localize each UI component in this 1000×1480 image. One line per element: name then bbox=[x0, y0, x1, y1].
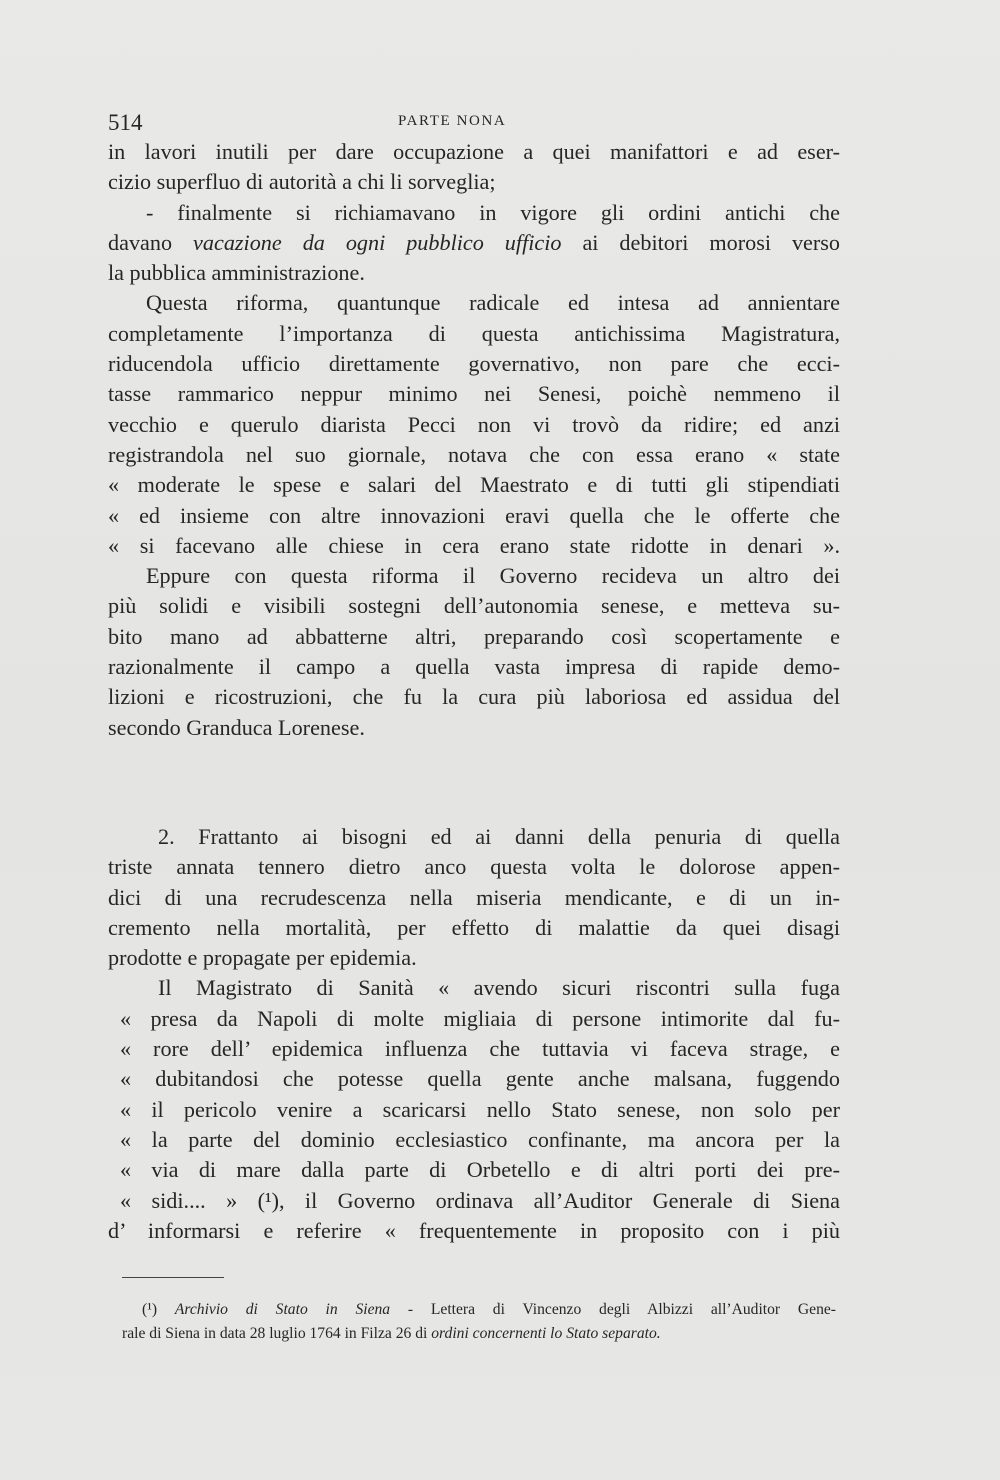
italic-phrase: vacazione da ogni pubblico ufficio bbox=[193, 229, 562, 255]
text-line: completamente l’importanza di questa antichissima Magistratura, bbox=[108, 320, 840, 346]
text-line: in lavori inutili per dare occupazione a quei manifattori e ad eser- bbox=[108, 139, 840, 164]
footnote-text: rale di Siena in data 28 luglio 1764 in Filza 26 di bbox=[122, 1325, 428, 1342]
text-line: secondo Granduca Lorenese. bbox=[108, 714, 365, 740]
text-line: Il Magistrato di Sanità « avendo sicuri riscontri sulla fuga bbox=[158, 975, 840, 1001]
text-line: - finalmente si richiamavano in vigore gli ordini antichi che bbox=[146, 199, 840, 225]
text-line: Eppure con questa riforma il Governo recideva un altro dei bbox=[146, 563, 840, 589]
text-line: bito mano ad abbatterne altri, preparando così scopertamente e bbox=[108, 623, 840, 649]
text-line: « presa da Napoli di molte migliaia di persone intimorite dal fu- bbox=[120, 1005, 840, 1031]
text-line: prodotte e propagate per epidemia. bbox=[108, 945, 417, 971]
section-1-body bbox=[108, 137, 840, 743]
text-line: « sidi.... » (¹), il Governo ordinava all’Auditor Generale di Siena bbox=[120, 1187, 840, 1213]
text-line: cizio superfluo di autorità a chi li sorveglia; bbox=[108, 169, 496, 195]
page-header bbox=[108, 110, 838, 140]
text-line: « rore dell’ epidemica influenza che tuttavia vi faceva strage, e bbox=[120, 1036, 840, 1062]
text-line: registrandola nel suo giornale, notava che con essa erano « state bbox=[108, 441, 840, 467]
footnote-italic-tail: ordini concernenti lo Stato separato. bbox=[431, 1325, 661, 1342]
footnote-line bbox=[122, 1322, 836, 1346]
text-line: cremento nella mortalità, per effetto di malattie da quei disagi bbox=[108, 914, 840, 940]
footnote-rule bbox=[122, 1277, 224, 1278]
footnote-source: Archivio di Stato in Siena bbox=[174, 1301, 391, 1318]
section-2-body bbox=[108, 822, 840, 1246]
footnote-line bbox=[122, 1298, 836, 1322]
text-line: tasse rammarico neppur minimo nei Senesi, poichè nemmeno il bbox=[108, 381, 840, 407]
text-line: dici di una recrudescenza nella miseria mendicante, e di un in- bbox=[108, 884, 840, 910]
text-line: più solidi e visibili sostegni dell’autonomia senese, e metteva su- bbox=[108, 593, 840, 619]
text-line: razionalmente il campo a quella vasta impresa di rapide demo- bbox=[108, 654, 840, 680]
footnote-marker: (¹) bbox=[142, 1301, 158, 1318]
footnote bbox=[122, 1298, 836, 1346]
text-line: « la parte del dominio ecclesiastico confinante, ma ancora per la bbox=[120, 1126, 840, 1152]
text-line: d’ informarsi e referire « frequentemente in proposito con i più bbox=[108, 1217, 840, 1243]
text-line: riducendola ufficio direttamente governativo, non pare che ecci- bbox=[108, 351, 840, 377]
text-line: « il pericolo venire a scaricarsi nello Stato senese, non solo per bbox=[120, 1096, 840, 1122]
text-line: « ed insieme con altre innovazioni eravi quella che le offerte che bbox=[108, 502, 840, 528]
text-fragment: ai debitori morosi verso bbox=[582, 229, 841, 255]
text-line: « moderate le spese e salari del Maestrato e di tutti gli stipendiati bbox=[108, 472, 840, 498]
text-line: « dubitandosi che potesse quella gente anche malsana, fuggendo bbox=[120, 1066, 840, 1092]
text-line-mixed bbox=[108, 228, 840, 258]
text-fragment: davano bbox=[108, 229, 173, 255]
page-number: 514 bbox=[108, 110, 143, 135]
text-line: lizioni e ricostruzioni, che fu la cura più laboriosa ed assidua del bbox=[108, 684, 840, 710]
text-line: vecchio e querulo diarista Pecci non vi trovò da ridire; ed anzi bbox=[108, 411, 840, 437]
text-line: « via di mare dalla parte di Orbetello e di altri porti dei pre- bbox=[120, 1157, 840, 1183]
running-head: PARTE NONA bbox=[398, 113, 507, 129]
text-line: « si facevano alle chiese in cera erano state ridotte in denari ». bbox=[108, 532, 840, 558]
footnote-text: - Lettera di Vincenzo degli Albizzi all’Auditor Gene- bbox=[407, 1301, 837, 1318]
text-line: la pubblica amministrazione. bbox=[108, 260, 365, 286]
text-line: Questa riforma, quantunque radicale ed intesa ad annientare bbox=[146, 290, 840, 316]
text-line: triste annata tennero dietro anco questa volta le dolorose appen- bbox=[108, 854, 840, 880]
section-heading-line: 2. Frattanto ai bisogni ed ai danni della penuria di quella bbox=[158, 824, 840, 849]
